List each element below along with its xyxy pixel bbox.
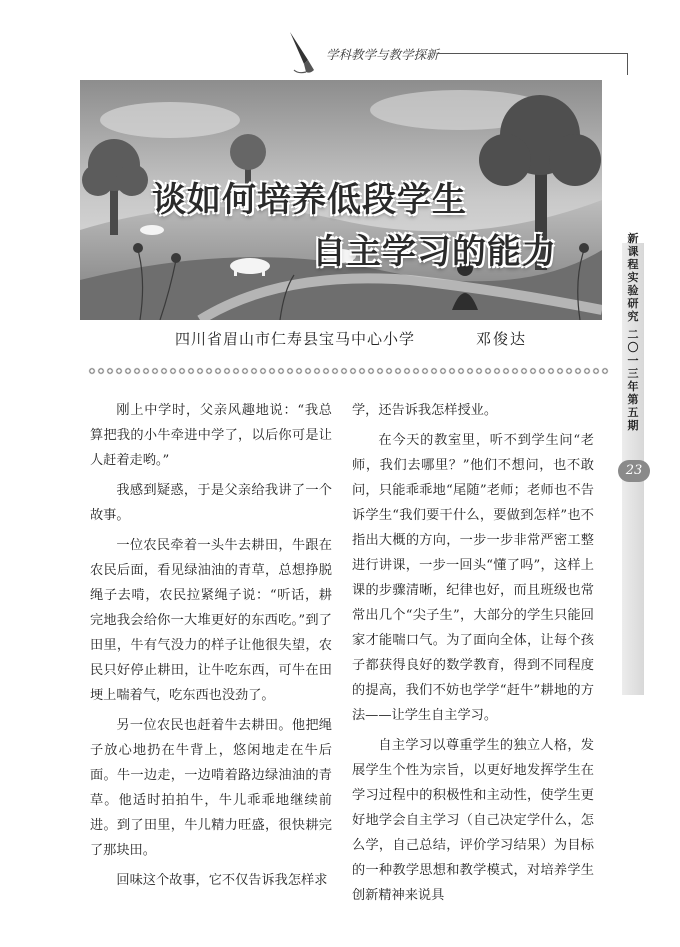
- paragraph: 学，还告诉我怎样授业。: [352, 403, 498, 418]
- paragraph: 一位农民牵着一头牛去耕田，牛跟在农民后面，看见绿油油的青草，总想挣脱绳子去啃，农民拉紧绳子说：“听话，耕完地我会给你一大堆更好的东西吃。”到了田里，牛有气没力的样子让他很失望，农民只好停止耕田，让牛吃东西，可牛在田埂上喘着气，吃东西也没劲了。: [90, 538, 332, 703]
- body-column-left: [90, 398, 332, 898]
- pen-nib-icon: [284, 30, 320, 76]
- page-header: [0, 0, 680, 80]
- paragraph: 另一位农民也赶着牛去耕田。他把绳子放心地扔在牛背上，悠闲地走在牛后面。牛一边走，一边啃着路边绿油油的青草。他适时拍拍牛，牛儿乖乖地继续前进。到了田里，牛儿精力旺盛，很快耕完了那块田。: [90, 718, 332, 858]
- author-affiliation: 四川省眉山市仁寿县宝马中心小学: [175, 330, 416, 348]
- article-title-line2: 自主学习的能力: [312, 232, 557, 272]
- section-title: 学科教学与教学探新: [326, 47, 439, 62]
- title-banner-illustration: [80, 80, 602, 320]
- paragraph: 我感到疑惑，于是父亲给我讲了一个故事。: [90, 483, 332, 523]
- journal-name: 新课程实验研究: [627, 232, 639, 323]
- header-rule: [438, 53, 628, 54]
- issue-date: 二〇一三年 第五期: [627, 328, 639, 432]
- article-title-line1: 谈如何培养低段学生: [152, 180, 467, 220]
- author-name: 邓俊达: [476, 330, 528, 348]
- header-vertical-rule: [627, 53, 628, 75]
- paragraph: 回味这个故事，它不仅告诉我怎样求: [116, 873, 328, 888]
- paragraph: 自主学习以尊重学生的独立人格，发展学生个性为宗旨，以更好地发挥学生在学习过程中的积极性和主动性，使学生更好地学会自主学习（自己决定学什么，怎么学，自己总结，评价学习结果）为目标的一种教学思想和教学模式，对培养学生创新精神来说具: [352, 738, 594, 903]
- page-number: 23: [618, 460, 650, 482]
- paragraph: 在今天的教室里，听不到学生问“老师，我们去哪里？”他们不想问，也不敢问，只能乖乖地“尾随”老师；老师也不告诉学生“我们要干什么，要做到怎样”也不指出大概的方向，一步一步非常严密工整进行讲课，一步一回头“懂了吗”，这样上课的步骤清晰，纪律也好，而且班级也常常出几个“尖子生”，大部分的学生只能回家才能喘口气。为了面向全体，让每个孩子都获得良好的数学教育，得到不同程度的提高，我们不妨也学学“赶牛”耕地的方法——让学生自主学习。: [352, 433, 594, 723]
- paragraph: 刚上中学时，父亲风趣地说：“我总算把我的小牛牵进中学了，以后你可是让人赶着走哟。”: [90, 403, 332, 468]
- decorative-divider: [88, 366, 610, 376]
- body-column-right: [352, 398, 594, 913]
